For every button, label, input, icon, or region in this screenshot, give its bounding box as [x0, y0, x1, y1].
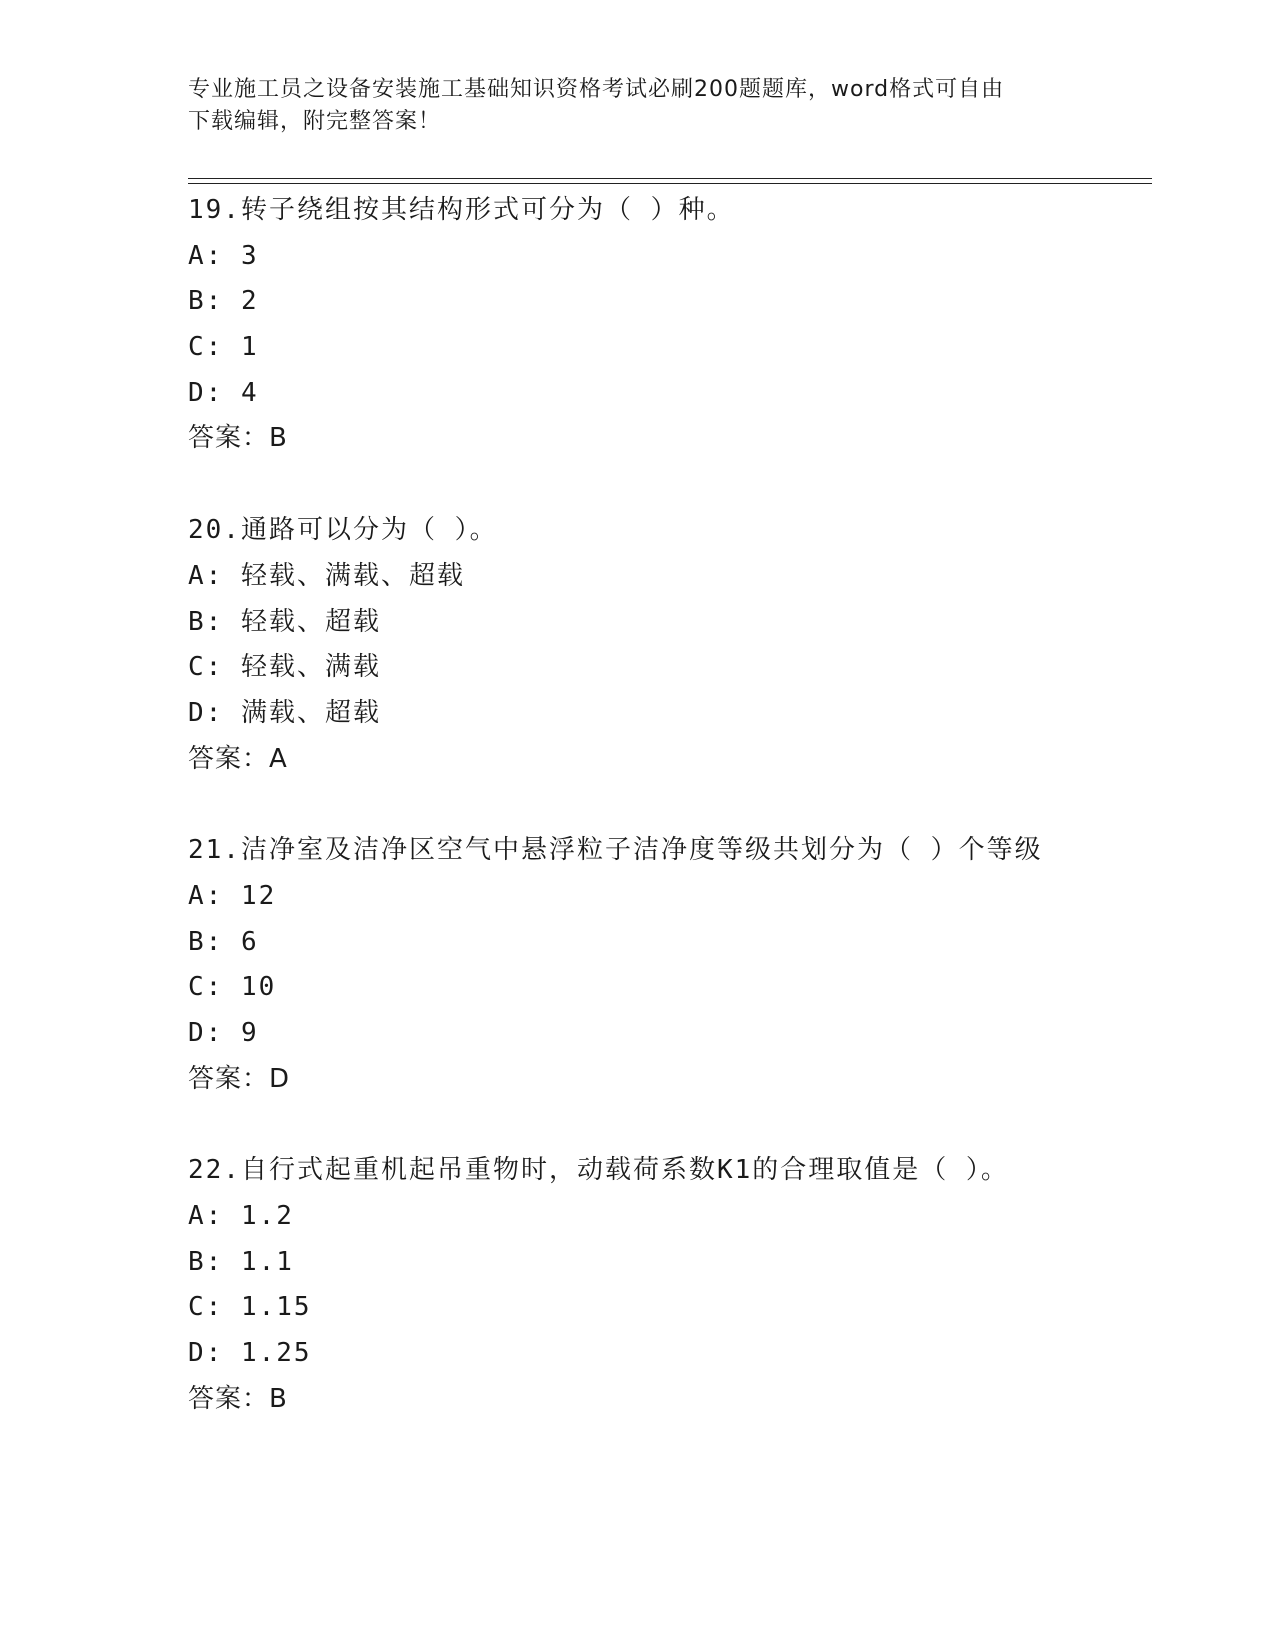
- option-d: D: 满载、超载: [188, 697, 381, 728]
- question-21: [188, 828, 1152, 1102]
- question-stem: 19.转子绕组按其结构形式可分为（ ）种。: [188, 195, 735, 225]
- option-b: B: 6: [188, 926, 259, 957]
- option-a: A: 12: [188, 880, 277, 911]
- option-a: A: 3: [188, 240, 259, 271]
- option-a: A: 1.2: [188, 1201, 294, 1232]
- option-c: C: 10: [188, 972, 277, 1003]
- question-22: [188, 1148, 1152, 1422]
- option-a: A: 轻载、满载、超载: [188, 560, 465, 591]
- option-d: D: 9: [188, 1018, 259, 1048]
- question-stem: 20.通路可以分为（ ）。: [188, 515, 498, 546]
- question-19: [188, 188, 1152, 462]
- option-c: C: 1.15: [188, 1292, 312, 1323]
- option-d: D: 1.25: [188, 1338, 312, 1369]
- header-divider-bottom: [188, 183, 1152, 184]
- option-c: C: 轻载、满载: [188, 652, 381, 683]
- answer-line: 答案：B: [188, 423, 288, 454]
- question-list: [188, 188, 1152, 1469]
- question-20: [188, 508, 1152, 782]
- option-d: D: 4: [188, 377, 259, 408]
- question-stem: 21.洁净室及洁净区空气中悬浮粒子洁净度等级共划分为（ ）个等级: [188, 835, 1043, 866]
- answer-line: 答案：A: [188, 743, 288, 774]
- document-header: [188, 74, 1088, 138]
- option-b: B: 轻载、超载: [188, 606, 381, 637]
- answer-line: 答案：D: [188, 1063, 291, 1094]
- answer-line: 答案：B: [188, 1383, 288, 1414]
- option-b: B: 2: [188, 286, 259, 317]
- option-c: C: 1: [188, 332, 259, 363]
- header-line-2: 下载编辑，附完整答案！: [188, 109, 442, 134]
- header-divider-top: [188, 178, 1152, 179]
- question-stem: 22.自行式起重机起吊重物时，动载荷系数K1的合理取值是（ ）。: [188, 1155, 1009, 1186]
- header-line-1: 专业施工员之设备安装施工基础知识资格考试必刷200题题库，word格式可自由: [188, 77, 1005, 102]
- option-b: B: 1.1: [188, 1246, 294, 1277]
